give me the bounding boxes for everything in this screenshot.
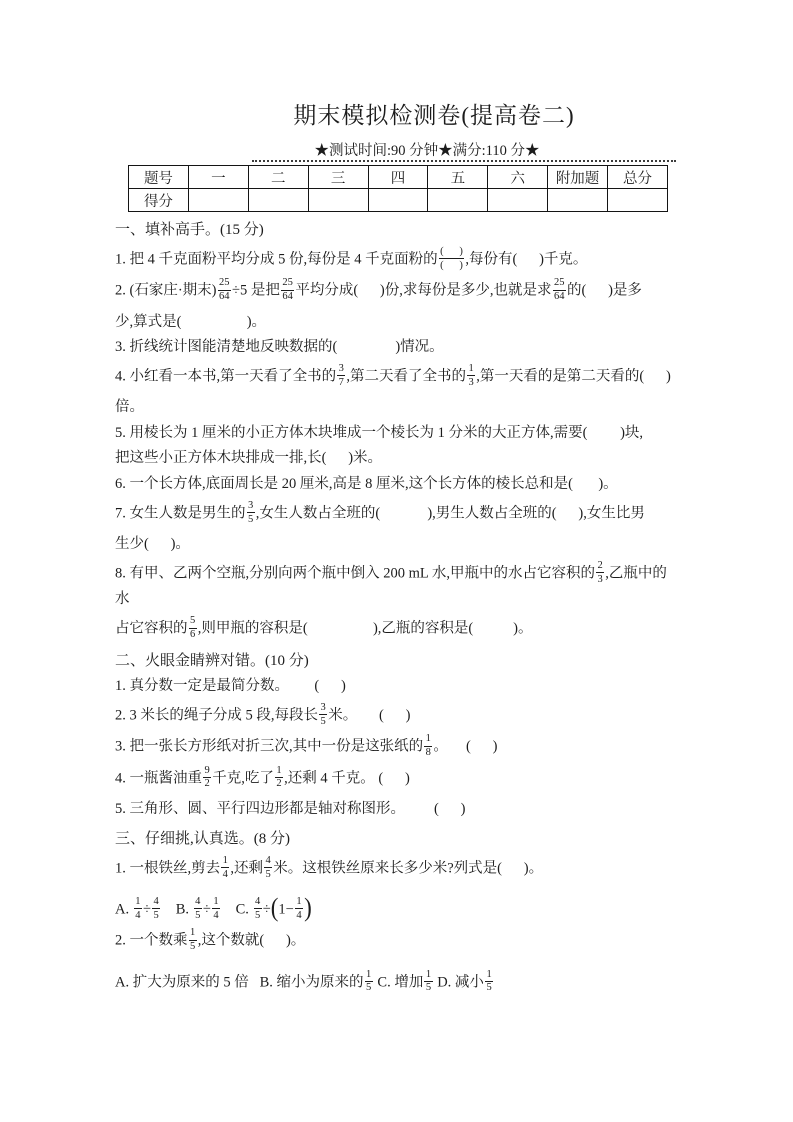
fraction-denominator: 4 [135,909,141,921]
question-line [115,734,677,760]
fraction-denominator: 4 [296,909,302,921]
score-table-header-cell: 二 [248,166,308,189]
fraction [254,896,262,922]
fraction-numerator: 1 [189,927,197,940]
fraction [189,615,197,641]
text-run: 1− [278,901,294,918]
text-run: 。 ( ) [433,738,498,755]
fraction [194,896,202,922]
text-run: 5. 三角形、圆、平行四边形都是轴对称图形。 ( ) [115,800,466,817]
question-line [115,310,677,334]
text-run: ÷ [202,901,211,918]
score-cell [488,189,548,212]
text-run: 3. 折线统计图能清楚地反映数据的( )情况。 [115,339,444,355]
fraction-denominator: 8 [425,747,431,759]
text-run: C. [221,901,253,918]
fraction-numerator: 4 [194,896,202,909]
fraction [424,733,432,759]
fraction-numerator: ( ) [439,246,465,259]
fraction-numerator: 3 [247,500,255,513]
text-run: 1. 把 4 千克面粉平均分成 5 份,每份是 4 千克面粉的 [115,251,438,268]
text-run: B. [161,901,193,918]
fraction-numerator: 1 [134,896,142,909]
fraction-numerator: 1 [365,969,373,982]
text-run: 米。这根铁丝原来长多少米?列式是( )。 [273,860,544,877]
fraction-numerator: 1 [221,855,229,868]
text-run: 4. 小红看一本书,第一天看了全书的 [115,368,337,385]
question-line [115,856,677,882]
question-line [115,472,677,496]
score-table-header-cell: 四 [368,166,428,189]
question-line [115,278,677,304]
question-line [115,335,677,359]
fraction-numerator: 1 [424,733,432,746]
text-run: 2. (石家庄·期末) [115,282,217,299]
text-run: ,女生人数占全班的( ),男生人数占全班的( ),女生比男 [255,505,645,522]
fraction-denominator: 5 [265,868,271,880]
fraction-denominator: 5 [195,909,201,921]
text-run: 2. 3 米长的绳子分成 5 段,每段长 [115,707,318,724]
section-heading: 一、填补高手。(15 分) [115,222,264,238]
fraction-numerator: 25 [218,277,232,290]
text-run: ,还剩 [230,860,263,877]
section-heading: 二、火眼金睛辨对错。(10 分) [115,652,309,669]
fraction-numerator: 1 [212,896,220,909]
score-table-header-cell: 五 [428,166,488,189]
fraction [467,363,475,389]
fraction-numerator: 9 [203,765,211,778]
big-paren: ( [270,893,279,922]
fraction [203,765,211,791]
fraction-denominator: 3 [468,376,474,388]
fraction-denominator: 5 [190,941,196,953]
text-run: ,还剩 4 千克。 ( ) [284,769,410,786]
text-run: ,第一天看的是第二天看的( ) [476,368,671,385]
text-run: C. 增加 [373,973,424,990]
text-run: 的( )是多 [567,282,642,299]
question-line [115,561,677,611]
fraction [134,896,142,922]
section-heading: 三、仔细挑,认真选。(8 分) [115,830,290,847]
score-table [128,165,668,212]
question-line [115,446,677,470]
score-table-header-cell: 一 [188,166,248,189]
question-line [115,395,677,419]
text-run: ,这个数就( )。 [197,932,306,949]
question-line [115,797,677,821]
text-run: D. 减小 [433,973,484,990]
text-run: ÷ [142,901,151,918]
fraction-denominator: 2 [204,778,210,790]
fraction-denominator: 5 [255,909,261,921]
score-cell [368,189,428,212]
exam-body [115,219,677,996]
options-line [115,893,677,923]
text-run: 1. 真分数一定是最简分数。 ( ) [115,678,346,694]
fraction [485,969,493,995]
question-line [115,247,677,273]
text-run: 平均分成( )份,求每份是多少,也就是求 [295,282,552,299]
score-cell [308,189,368,212]
fraction [212,896,220,922]
text-run: 8. 有甲、乙两个空瓶,分别向两个瓶中倒入 200 mL 水,甲瓶中的水占它容积的 [115,565,595,582]
fraction-numerator: 4 [264,855,272,868]
fraction [264,855,272,881]
question-line [115,364,677,390]
question-line [115,616,677,642]
fraction-numerator: 25 [553,277,567,290]
fraction [439,246,465,272]
score-table-row-scores [129,189,668,212]
fraction-denominator: ( ) [440,259,463,271]
text-run: 少,算式是( )。 [115,313,267,330]
text-run: A. [115,901,133,918]
question-line [115,703,677,729]
text-run: ÷5 是把 [232,282,280,299]
text-run: ÷ [262,901,271,918]
fraction-denominator: 7 [338,376,344,388]
fraction [596,560,604,586]
fraction-denominator: 64 [219,291,230,303]
fraction-numerator: 1 [424,969,432,982]
fraction [221,855,229,881]
text-run: 7. 女生人数是男生的 [115,505,246,522]
text-run: ,第二天看了全书的 [346,368,466,385]
score-table-row-header [129,166,668,189]
question-line [115,928,677,954]
text-run: 1. 一根铁丝,剪去 [115,860,221,877]
fraction-denominator: 4 [222,868,228,880]
text-run: 占它容积的 [115,620,188,637]
fraction [275,765,283,791]
fraction-numerator: 5 [189,615,197,628]
score-cell [608,189,668,212]
text-run: 6. 一个长方体,底面周长是 20 厘米,高是 8 厘米,这个长方体的棱长总和是( )。 [115,475,618,492]
fraction-numerator: 4 [254,896,262,909]
text-run: 3. 把一张长方形纸对折三次,其中一份是这张纸的 [115,738,424,755]
score-cell [188,189,248,212]
score-table-header-cell: 总分 [608,166,668,189]
fraction [152,896,160,922]
text-run: 5. 用棱长为 1 厘米的小正方体木块堆成一个棱长为 1 分米的大正方体,需要( )块, [115,424,644,441]
fraction [189,927,197,953]
fraction-numerator: 1 [275,765,283,778]
fraction [295,896,303,922]
question-line [115,421,677,445]
score-table-header-cell: 六 [488,166,548,189]
text-run: 生少( )。 [115,536,190,552]
fraction-denominator: 5 [486,982,492,994]
question-line [115,501,677,527]
fraction-denominator: 64 [282,291,293,303]
fraction [337,363,345,389]
question-line [115,766,677,792]
fraction-numerator: 4 [152,896,160,909]
text-run: ,每份有( )千克。 [465,251,588,268]
test-info-subtitle: ★测试时间:90 分钟★满分:110 分★ [314,143,540,159]
fraction [365,969,373,995]
score-table-header-cell: 题号 [129,166,189,189]
fraction [553,277,567,303]
fraction-numerator: 1 [467,363,475,376]
text-run: ,乙瓶中的水 [115,565,667,608]
page-title: 期末模拟检测卷(提高卷二) [293,103,575,128]
fraction-denominator: 5 [366,982,372,994]
score-table-header-cell: 附加题 [548,166,608,189]
text-run: 千克,吃了 [212,769,274,786]
fraction-numerator: 25 [281,277,295,290]
fraction-denominator: 4 [213,909,219,921]
fraction-denominator: 3 [597,573,603,585]
fraction-numerator: 2 [596,560,604,573]
question-line [115,674,677,698]
fraction-numerator: 3 [337,363,345,376]
fraction-denominator: 5 [425,982,432,994]
fraction-denominator: 5 [248,513,254,525]
fraction-denominator: 5 [153,909,159,921]
big-paren: ) [304,893,312,922]
score-table-header-cell: 三 [308,166,368,189]
fraction-denominator: 5 [320,715,326,727]
question-line [115,532,677,556]
fraction-numerator: 3 [319,702,327,715]
score-cell [548,189,608,212]
fraction-denominator: 2 [276,778,282,790]
fraction-numerator: 1 [485,969,493,982]
text-run: ,则甲瓶的容积是( ),乙瓶的容积是( )。 [197,620,533,637]
fraction-denominator: 6 [190,629,196,641]
fraction [218,277,232,303]
text-run: A. 扩大为原来的 5 倍 B. 缩小为原来的 [115,973,364,990]
fraction [281,277,295,303]
fraction [319,702,327,728]
fraction-numerator: 1 [295,896,303,909]
score-cell [248,189,308,212]
score-cell [428,189,488,212]
text-run: 2. 一个数乘 [115,932,188,949]
dotted-divider [252,160,676,162]
fraction-denominator: 64 [554,291,565,303]
text-run: 4. 一瓶酱油重 [115,769,202,786]
fraction [247,500,255,526]
options-line [115,970,677,996]
text-run: 倍。 [115,399,144,416]
score-row-label: 得分 [129,189,189,212]
fraction [424,969,432,995]
text-run: 把这些小正方体木块排成一排,长( )米。 [115,450,383,467]
text-run: 米。 ( ) [328,707,411,724]
